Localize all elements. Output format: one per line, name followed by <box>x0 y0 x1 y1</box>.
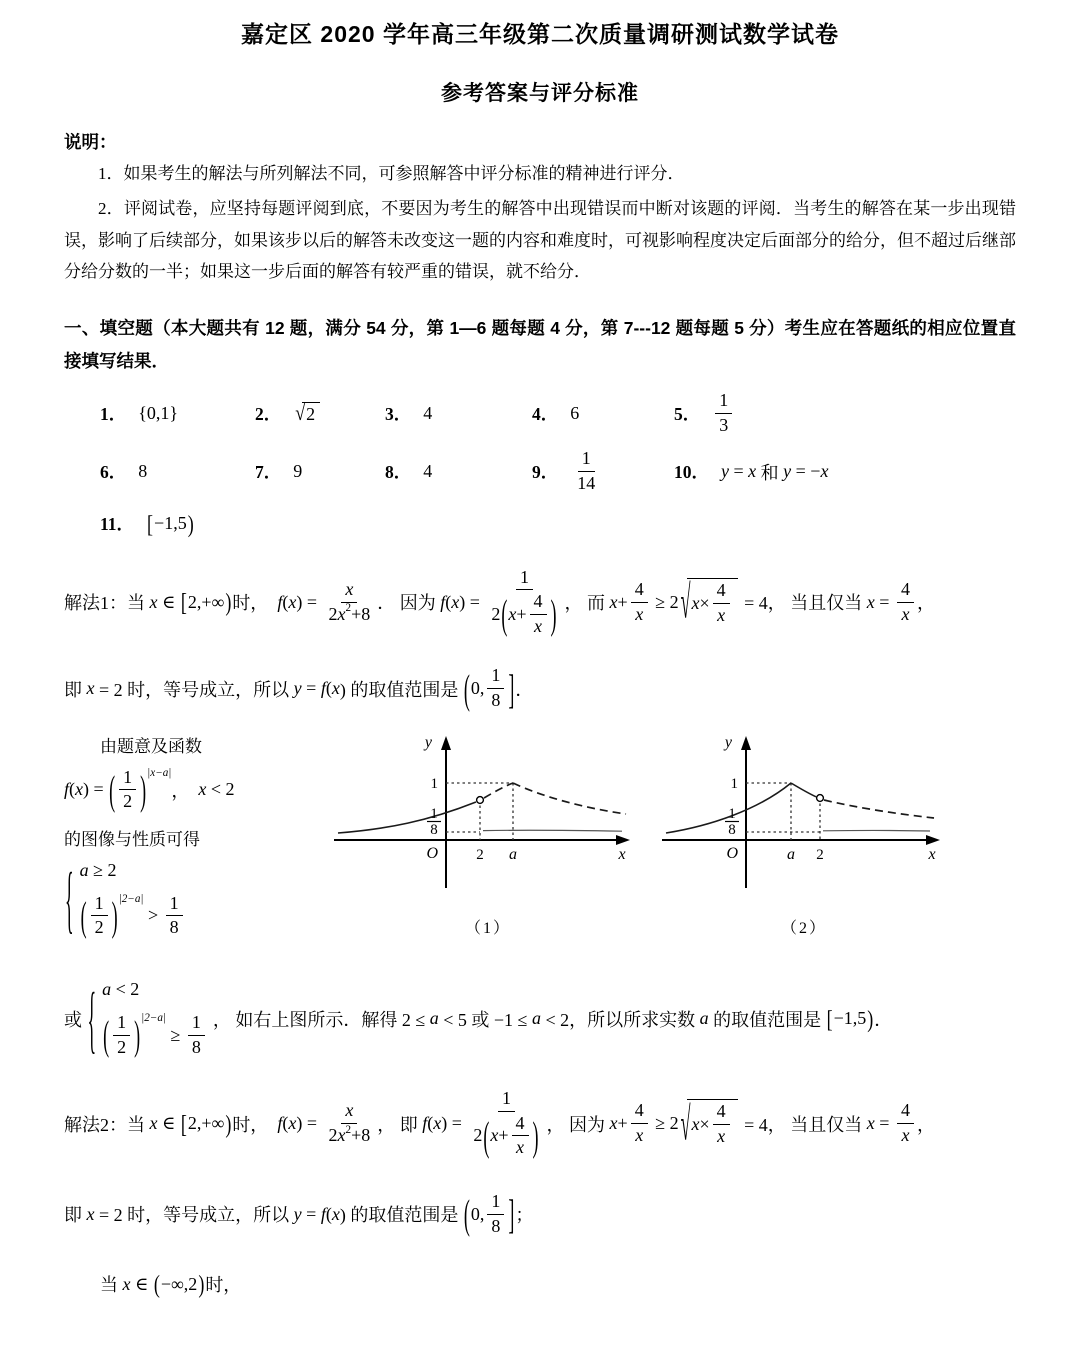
answer-3-value: 4 <box>423 402 433 423</box>
figure1-flat-branch <box>483 830 622 831</box>
figure2-frac-den: 8 <box>728 821 736 838</box>
answer-1-value: {0,1} <box>138 402 179 423</box>
figure-1 <box>328 728 648 938</box>
answer-7-value: 9 <box>293 461 303 482</box>
figure-section <box>64 728 1016 942</box>
answer-9-value: 1 14 <box>577 448 596 494</box>
figure2-curve-dashed-decay <box>824 800 934 818</box>
figure1-y-axis-label: y <box>424 733 432 751</box>
figure1-curve-dashed-rise <box>484 783 513 798</box>
figure2-frac-num: 1 <box>728 805 736 822</box>
figure1-x-axis-label: x <box>618 845 626 863</box>
answer-2 <box>255 401 385 426</box>
answer-10 <box>674 459 1016 485</box>
answer-11-number: 11． <box>100 514 135 535</box>
final-case-line: 当 x ∈ ( −∞,2 ) 时， <box>100 1270 242 1299</box>
figure1-caption: （1） <box>464 919 511 937</box>
answer-8-value: 4 <box>423 461 433 482</box>
figure-left-column <box>64 728 318 942</box>
figure2-tick-a-label: a <box>787 845 795 863</box>
figure1-frac-den: 8 <box>430 821 438 838</box>
answer-5-value: 1 3 <box>712 390 735 436</box>
figure1-graph <box>328 728 648 910</box>
figure1-curve-solid <box>338 802 476 833</box>
figure1-frac-num: 1 <box>430 805 438 822</box>
figure1-tick-2-label: 2 <box>476 846 484 863</box>
answer-3 <box>385 401 532 426</box>
answer-4-number: 4． <box>532 403 559 424</box>
figure2-caption: （2） <box>780 919 827 937</box>
answer-9 <box>532 448 674 494</box>
figure2-y-axis-label: y <box>724 733 732 751</box>
note-1: 1．如果考生的解法与所列解法不同，可参照解答中评分标准的精神进行评分． <box>98 164 685 183</box>
figure-2 <box>658 728 950 938</box>
answers-row-2 <box>64 448 1016 494</box>
solution2-range-line: 即 x = 2 时，等号成立，所以 y = f ( x ) 的取值范围是 ( 0, 1 8 ] ； <box>64 1190 534 1238</box>
figure2-open-point <box>817 794 824 801</box>
figure-intro-text: 由题意及函数 <box>100 736 202 756</box>
answer-7 <box>255 459 385 484</box>
answer-10-number: 10． <box>674 462 709 483</box>
fx-definition: f ( x ) = ( 1 2 ) |x−a| ， x < 2 <box>64 766 235 813</box>
figure2-tick-2-label: 2 <box>816 846 824 863</box>
answer-10-value: y = x 和 y = − x <box>721 461 829 483</box>
figure1-labels <box>423 734 626 863</box>
page-subtitle: 参考答案与评分标准 <box>441 82 639 105</box>
figure2-level-one-label: 1 <box>730 775 738 792</box>
answer-7-number: 7． <box>255 462 282 483</box>
answer-6-number: 6． <box>100 462 127 483</box>
figure2-curve-solid-fall <box>791 783 816 797</box>
figure2-origin-label: O <box>726 844 738 862</box>
answer-1 <box>100 401 255 426</box>
figure1-curve-dashed-decay <box>513 783 626 814</box>
system-1: { a ≥ 2 ( 1 2 ) |2−a| > 1 8 <box>64 860 318 939</box>
answer-1-number: 1． <box>100 403 127 424</box>
answer-2-number: 2． <box>255 403 282 424</box>
note-2: 2．评阅试卷，应坚持每题评阅到底，不要因为考生的解答中出现错误而中断对该题的评阅．当考生的解答在某一步出现错误，影响了后续部分，如果该步以后的解答未改变这一题的内容和难度时，可视影响程度决定后面部分的给分，但不超过后继部分给分数的一半；如果这一步后面的解答有较严重的错误，就不给分． <box>64 199 1016 282</box>
answer-4-value: 6 <box>570 402 580 423</box>
figure2-flat-branch <box>823 830 930 831</box>
figure1-helper-lines <box>446 783 513 840</box>
answer-3-number: 3． <box>385 403 412 424</box>
solution1-line: 解法1：当 x ∈ [ 2,+∞ ) 时， f ( x ) = x 2 x 2 +8 ． 因为 f ( x ) = 1 2 ( x + $\frac{4}{x}$ ) ， 而 x + $\frac{4}{x}$ ≥ 2 √ x × $\frac{4}{x}$ = 4， 当且仅当 x = $\frac{4}{x}$ ， <box>64 566 935 638</box>
figure2-axes <box>662 733 940 888</box>
solution1-range-line: 即 x = 2 时，等号成立，所以 y = f ( x ) 的取值范围是 ( 0, 1 8 ] ． <box>64 665 534 712</box>
answer-9-number: 9． <box>532 462 559 483</box>
figure2-labels <box>723 734 936 863</box>
figure2-helper-lines <box>746 783 820 840</box>
answer-8-number: 8． <box>385 462 412 483</box>
figure1-origin-label: O <box>426 844 438 862</box>
answers-row-3 <box>64 507 1016 541</box>
answer-6 <box>100 459 255 484</box>
answer-5 <box>674 390 1016 436</box>
answer-4 <box>532 401 674 426</box>
answer-5-number: 5． <box>674 403 701 424</box>
answer-6-value: 8 <box>138 461 148 482</box>
figure1-level-one-label: 1 <box>430 775 438 792</box>
notes-label: 说明： <box>64 132 117 152</box>
figure1-axes <box>334 733 630 888</box>
figure-followup-text: 的图像与性质可得 <box>64 829 200 849</box>
answer-8 <box>385 459 532 484</box>
solution2-line: 解法2：当 x ∈ [ 2,+∞ ) 时， f ( x ) = x 2 x 2 +8 ， 即 f ( x ) = 1 2 ( x + $\frac{4}{x}$ ) ， 因为 x + $\frac{4}{x}$ ≥ 2 √ x × $\frac{4}{x}$ = 4， 当且仅当 x = $\frac{4}{x}$ ， <box>64 1088 935 1159</box>
answer-2-value: √ 2 <box>293 402 322 425</box>
page-title: 嘉定区 2020 学年高三年级第二次质量调研测试数学试卷 <box>241 21 839 47</box>
section1-heading: 一、填空题（本大题共有 12 题，满分 54 分，第 1—6 题每题 4 分，第 7---12 题每题 5 分）考生应在答题纸的相应位置直接填写结果． <box>64 317 1016 371</box>
answers-row-1 <box>64 390 1016 436</box>
system-2-line: 或 { a < 2 ( 1 2 ) |2−a| ≥ $\frac{1}{8}$ ， 如右上图所示．解得 2 ≤ a < 5 或 −1 ≤ a < 2，所以所求实数 a 的取值范围是 [ −1,5 ) ． <box>64 976 893 1061</box>
figure1-tick-a-label: a <box>509 845 517 863</box>
answer-11-value: [ −1,5 ) <box>147 510 194 538</box>
figure2-x-axis-label: x <box>928 845 936 863</box>
figure2-graph <box>658 728 950 910</box>
figure1-open-point <box>477 796 484 803</box>
